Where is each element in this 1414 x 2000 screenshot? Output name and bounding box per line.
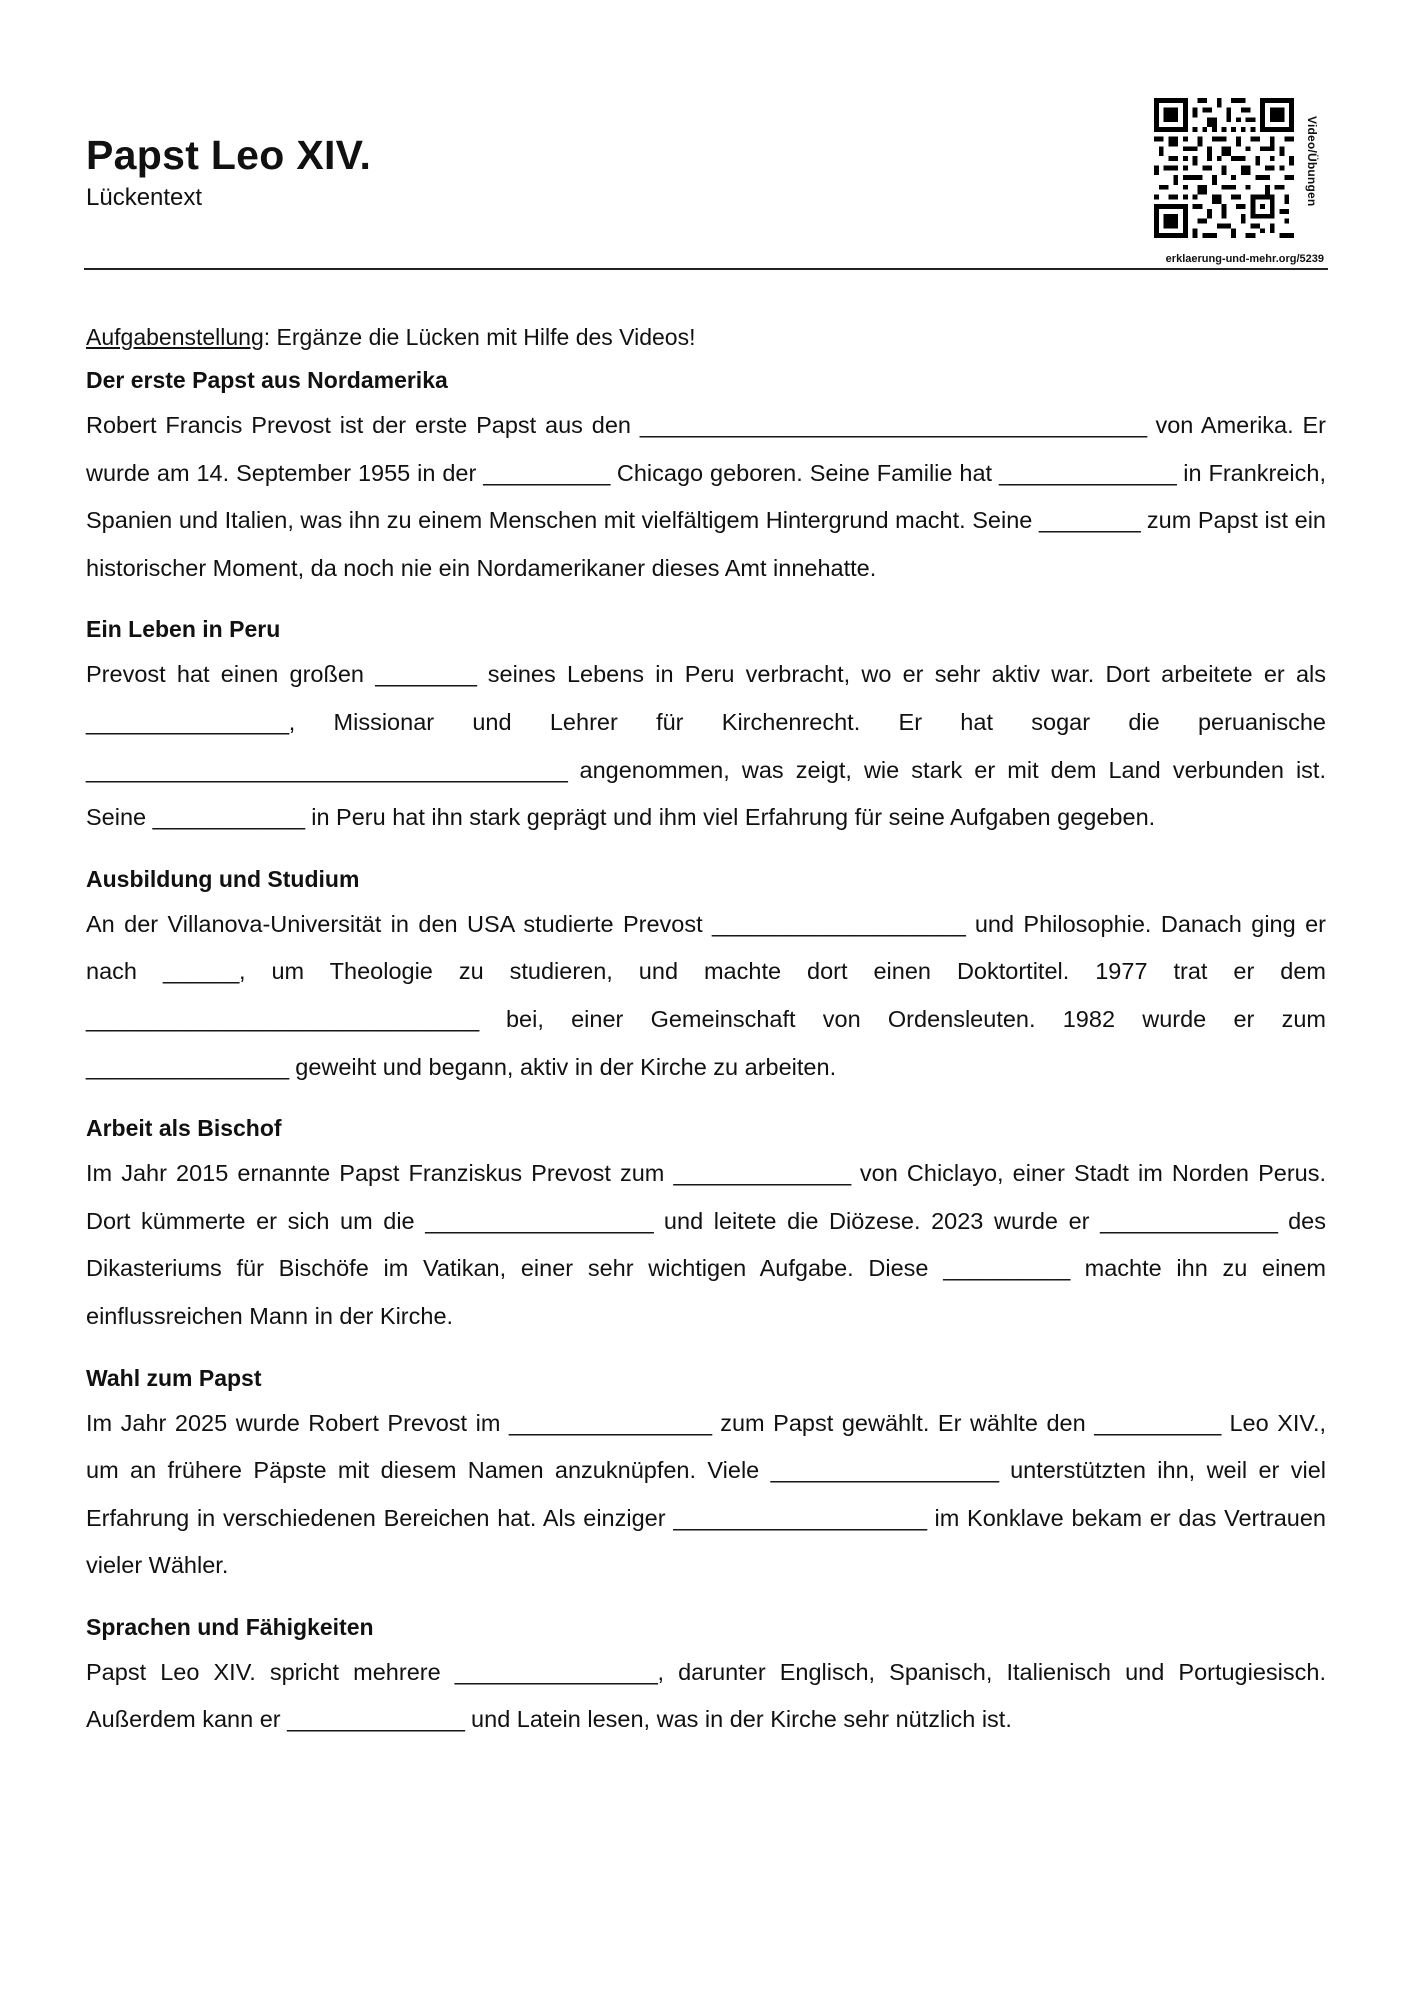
gap-blank[interactable]: __________ [1094,1409,1221,1436]
text-segment: Im Jahr 2025 wurde Robert Prevost im [86,1409,509,1436]
text-segment: geweiht und begann, aktiv in der Kirche zu arbeiten. [288,1053,837,1080]
gap-blank[interactable]: __________ [483,459,610,486]
section-paragraph [86,1150,1326,1340]
text-segment: Robert Francis Prevost ist der erste Papst aus den [86,412,640,438]
gap-blank[interactable]: __________________ [425,1207,654,1234]
gap-blank[interactable]: _______________________________ [86,1005,479,1032]
task-instruction-text: : Ergänze die Lücken mit Hilfe des Videos! [263,324,696,350]
section-paragraph [86,651,1326,841]
text-segment: Chicago geboren. Seine Familie hat [609,459,999,486]
text-segment: unterstützten ihn, weil er viel Erfahrung in verschiedenen Bereichen hat. Als einziger [86,1457,1326,1531]
qr-code-icon[interactable] [1154,98,1294,238]
page-subtitle: Lückentext [86,184,203,211]
gap-blank[interactable]: ________________ [86,1053,289,1080]
gap-blank[interactable]: ______________ [1100,1207,1278,1234]
gap-blank[interactable]: ______ [162,958,239,985]
gap-blank[interactable]: ____________________ [712,910,966,937]
section [86,1609,1326,1744]
text-sections [86,362,1326,1744]
gap-blank[interactable]: ______________________________________ [86,756,568,783]
gap-blank[interactable]: ________ [375,661,477,688]
section-paragraph [86,1400,1326,1590]
section [86,362,1326,592]
page-title: Papst Leo XIV. [86,132,372,178]
text-segment: Im Jahr 2015 ernannte Papst Franziskus Prevost zum [86,1160,674,1187]
text-segment: und Philosophie. Danach ging er nach [86,910,1326,985]
gap-blank[interactable]: __________________ [770,1457,999,1484]
header-divider [84,268,1328,270]
text-segment: , um Theologie zu studieren, und machte dort einen Doktortitel. 1977 trat er dem [238,958,1326,985]
section-paragraph [86,402,1326,592]
text-segment: in Peru hat ihn stark geprägt und ihm viel Erfahrung für seine Aufgaben gegeben. [304,804,1156,831]
section-heading: Wahl zum Papst [86,1364,262,1391]
section-heading: Sprachen und Fähigkeiten [86,1613,374,1640]
text-segment: zum Papst ist ein historischer Moment, da noch nie ein Nordamerikaner dieses Amt innehatte. [86,507,1326,581]
gap-blank[interactable]: ______________ [998,459,1177,486]
text-segment: und leitete die Diözese. 2023 wurde er [653,1207,1101,1234]
worksheet-content [86,318,1326,1763]
section [86,611,1326,841]
section-heading: Arbeit als Bischof [86,1115,282,1142]
gap-blank[interactable]: ________ [1038,507,1141,534]
section [86,861,1326,1091]
gap-blank[interactable]: ________________________________________ [639,412,1147,438]
section-paragraph [86,1649,1326,1744]
text-segment: des Dikasteriums für Bischöfe im Vatikan, einer sehr wichtigen Aufgabe. Diese [86,1207,1327,1282]
section-paragraph [86,901,1326,1091]
text-segment: zum Papst gewählt. Er wählte den [711,1409,1095,1436]
text-segment: seines Lebens in Peru verbracht, wo er sehr aktiv war. Dort arbeitete er als [476,661,1326,688]
text-segment: Leo XIV., um an frühere Päpste mit diesem Namen anzuknüpfen. Viele [86,1409,1326,1484]
gap-blank[interactable]: ____________ [152,804,305,831]
gap-blank[interactable]: ____________________ [673,1504,927,1531]
gap-blank[interactable]: ________________ [454,1658,658,1685]
gap-blank[interactable]: ______________ [287,1706,465,1733]
section-heading: Ein Leben in Peru [86,616,281,643]
gap-blank[interactable]: ________________ [86,708,289,735]
text-segment: An der Villanova-Universität in den USA studierte Prevost [86,910,713,937]
text-segment: , Missionar und Lehrer für Kirchenrecht. Er hat sogar die peruanische [288,708,1326,735]
text-segment: Prevost hat einen großen [86,661,376,688]
task-instruction-label: Aufgabenstellung [86,324,264,350]
section [86,1360,1326,1590]
text-segment: in Frankreich, Spanien und Italien, was ihn zu einem Menschen mit vielfältigem Hintergrund macht. Seine [86,459,1327,534]
section-heading: Ausbildung und Studium [86,865,360,892]
gap-blank[interactable]: ________________ [508,1409,712,1436]
section [86,1110,1326,1340]
section-heading: Der erste Papst aus Nordamerika [86,367,448,393]
text-segment: bei, einer Gemeinschaft von Ordensleuten. 1982 wurde er zum [478,1005,1326,1032]
gap-blank[interactable]: ______________ [673,1160,851,1187]
task-instruction [86,318,1326,356]
text-segment: von Chiclayo, einer Stadt im Norden Perus. Dort kümmerte er sich um die [86,1160,1326,1234]
text-segment: und Latein lesen, was in der Kirche sehr nützlich ist. [464,1706,1012,1733]
text-segment: im Konklave bekam er das Vertrauen vieler Wähler. [86,1504,1326,1579]
text-segment: , darunter Englisch, Spanisch, Italienisch und Portugiesisch. Außerdem kann er [86,1658,1326,1733]
text-segment: von Amerika. Er wurde am 14. September 1955 in der [86,412,1326,486]
text-segment: Papst Leo XIV. spricht mehrere [86,1658,455,1685]
gap-blank[interactable]: __________ [943,1255,1070,1282]
text-segment: machte ihn zu einem einflussreichen Mann in der Kirche. [86,1255,1327,1329]
video-exercises-label: Video/Übungen [1305,116,1319,207]
source-url[interactable]: erklaerung-und-mehr.org/5239 [1165,253,1324,265]
text-segment: angenommen, was zeigt, wie stark er mit dem Land verbunden ist. Seine [86,756,1326,831]
